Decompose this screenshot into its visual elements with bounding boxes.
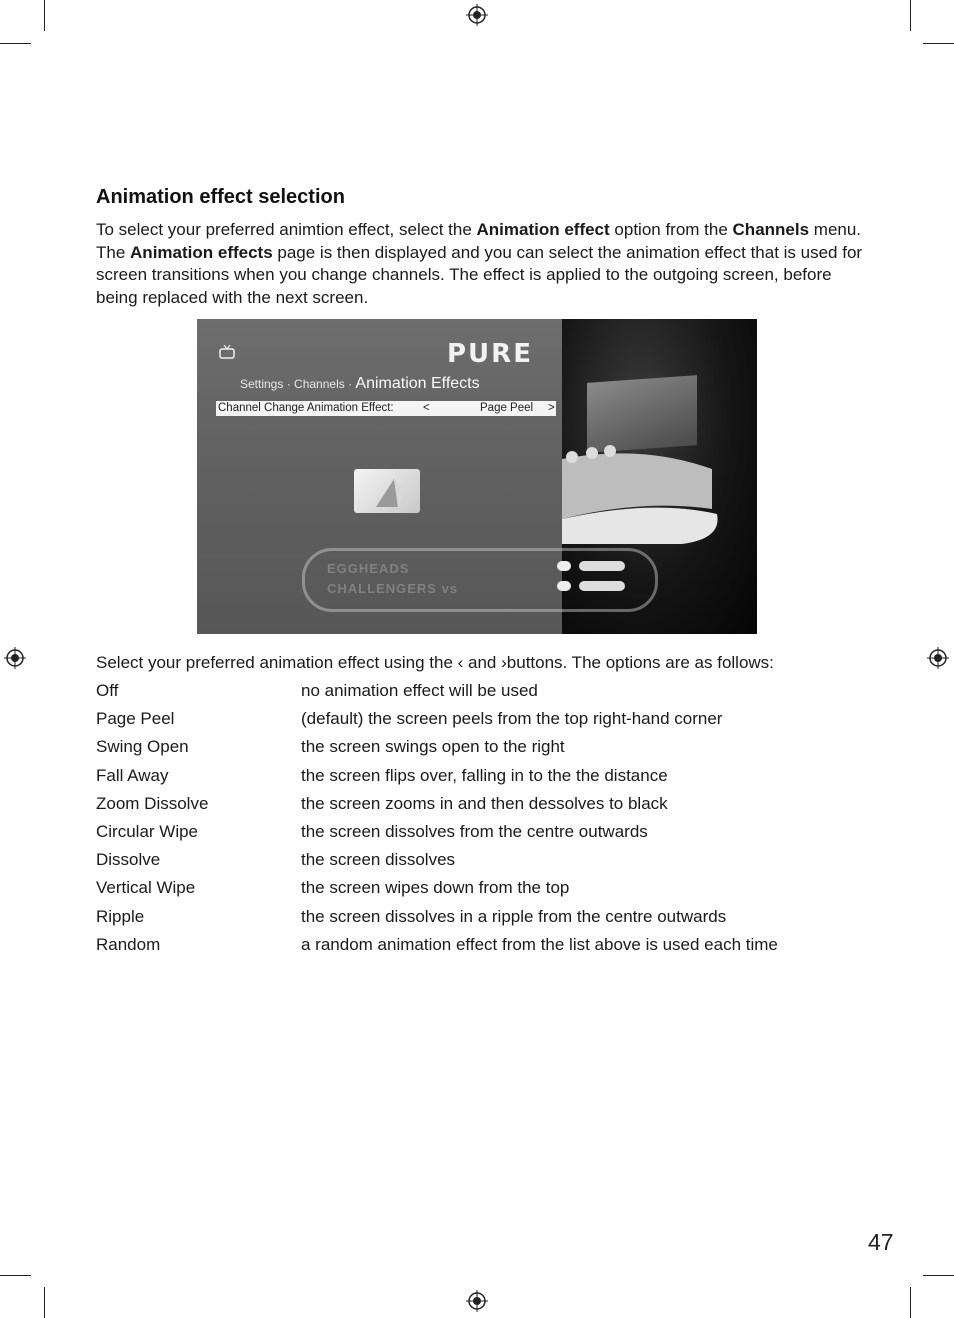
studio-desk-graphic	[562, 439, 722, 544]
osd-prev-arrow[interactable]: <	[423, 402, 430, 414]
option-description: no animation effect will be used	[301, 681, 538, 700]
banner-line: EGGHEADS	[327, 561, 410, 576]
option-name: Zoom Dissolve	[96, 793, 209, 813]
crop-mark	[0, 1275, 31, 1276]
banner-line: CHALLENGERS	[327, 581, 437, 596]
banner-vs: vs	[441, 581, 459, 596]
intro-paragraph	[96, 219, 866, 309]
list-item	[96, 848, 856, 876]
list-item	[96, 792, 856, 820]
crop-mark	[910, 1287, 911, 1318]
option-name: Ripple	[96, 906, 145, 926]
osd-row-label: Channel Change Animation Effect:	[218, 402, 394, 414]
registration-mark-icon	[927, 647, 949, 669]
options-list	[96, 679, 856, 961]
options-intro-text: Select your preferred animation effect using the	[96, 653, 458, 672]
list-item	[96, 876, 856, 904]
breadcrumb-settings: Settings	[240, 377, 284, 391]
option-description: the screen dissolves in a ripple from the centre outwards	[301, 906, 727, 926]
option-name: Off	[96, 681, 119, 700]
options-intro	[96, 652, 774, 674]
registration-mark-icon	[466, 1290, 488, 1312]
list-item	[96, 933, 856, 961]
pure-logo: PURE	[447, 339, 533, 369]
crop-mark	[923, 1275, 954, 1276]
registration-mark-icon	[4, 647, 26, 669]
show-banner-text	[327, 559, 458, 599]
intro-bold-channels: Channels	[732, 220, 810, 239]
intro-text: menu. The	[96, 220, 862, 262]
crop-mark	[923, 43, 954, 44]
option-name: Dissolve	[96, 850, 161, 870]
option-description: the screen dissolves from the centre outwards	[301, 821, 648, 841]
intro-text: page is then displayed and you can select the animation effect that is used for screen transitions when you change channels. The effect is applied to the outgoing screen, before being replaced with the next screen.	[96, 242, 863, 307]
tv-screenshot	[197, 319, 757, 634]
intro-bold-animation-effect: Animation effect	[476, 220, 610, 239]
breadcrumb-separator: ·	[344, 377, 356, 391]
option-name: Random	[96, 934, 161, 954]
breadcrumb-channels: Channels	[294, 377, 345, 391]
registration-mark-icon	[466, 4, 488, 26]
option-name: Vertical Wipe	[96, 878, 196, 898]
breadcrumb-separator: ·	[283, 377, 295, 391]
list-item	[96, 679, 856, 707]
option-description: a random animation effect from the list above is used each time	[301, 934, 778, 954]
osd-animation-effect-row[interactable]	[216, 401, 556, 416]
crop-mark	[910, 0, 911, 31]
osd-breadcrumb	[240, 375, 480, 393]
page-number: 47	[868, 1229, 894, 1255]
option-name: Page Peel	[96, 709, 175, 729]
option-name: Swing Open	[96, 737, 189, 757]
option-description: the screen flips over, falling in to the the distance	[301, 765, 668, 785]
osd-page-title: Animation Effects	[355, 375, 480, 392]
option-description: the screen zooms in and then dessolves to black	[301, 793, 668, 813]
list-item	[96, 764, 856, 792]
option-description: (default) the screen peels from the top right-hand corner	[301, 709, 723, 729]
crop-mark	[44, 1287, 45, 1318]
intro-text: To select your preferred animtion effect, select the	[96, 220, 477, 239]
crop-mark	[44, 0, 45, 31]
osd-row-value: Page Peel	[480, 402, 534, 414]
option-description: the screen dissolves	[301, 850, 456, 870]
list-item	[96, 820, 856, 848]
banner-score-pills	[557, 559, 637, 599]
options-intro-text: and	[463, 653, 502, 672]
option-name: Circular Wipe	[96, 821, 199, 841]
page-peel-icon	[354, 469, 420, 513]
option-name: Fall Away	[96, 765, 169, 785]
intro-text: option from the	[609, 220, 733, 239]
list-item	[96, 735, 856, 763]
option-description: the screen wipes down from the top	[301, 878, 570, 898]
intro-bold-animation-effects: Animation effects	[130, 242, 273, 262]
option-description: the screen swings open to the right	[301, 737, 565, 757]
osd-next-arrow[interactable]: >	[548, 402, 555, 414]
crop-mark	[0, 43, 31, 44]
section-heading: Animation effect selection	[96, 186, 345, 208]
options-intro-text: buttons. The options are as follows:	[506, 653, 774, 672]
list-item	[96, 707, 856, 735]
right-button-icon: ›	[501, 653, 507, 672]
left-button-icon: ‹	[457, 653, 464, 672]
list-item	[96, 905, 856, 933]
tv-icon	[219, 345, 235, 359]
